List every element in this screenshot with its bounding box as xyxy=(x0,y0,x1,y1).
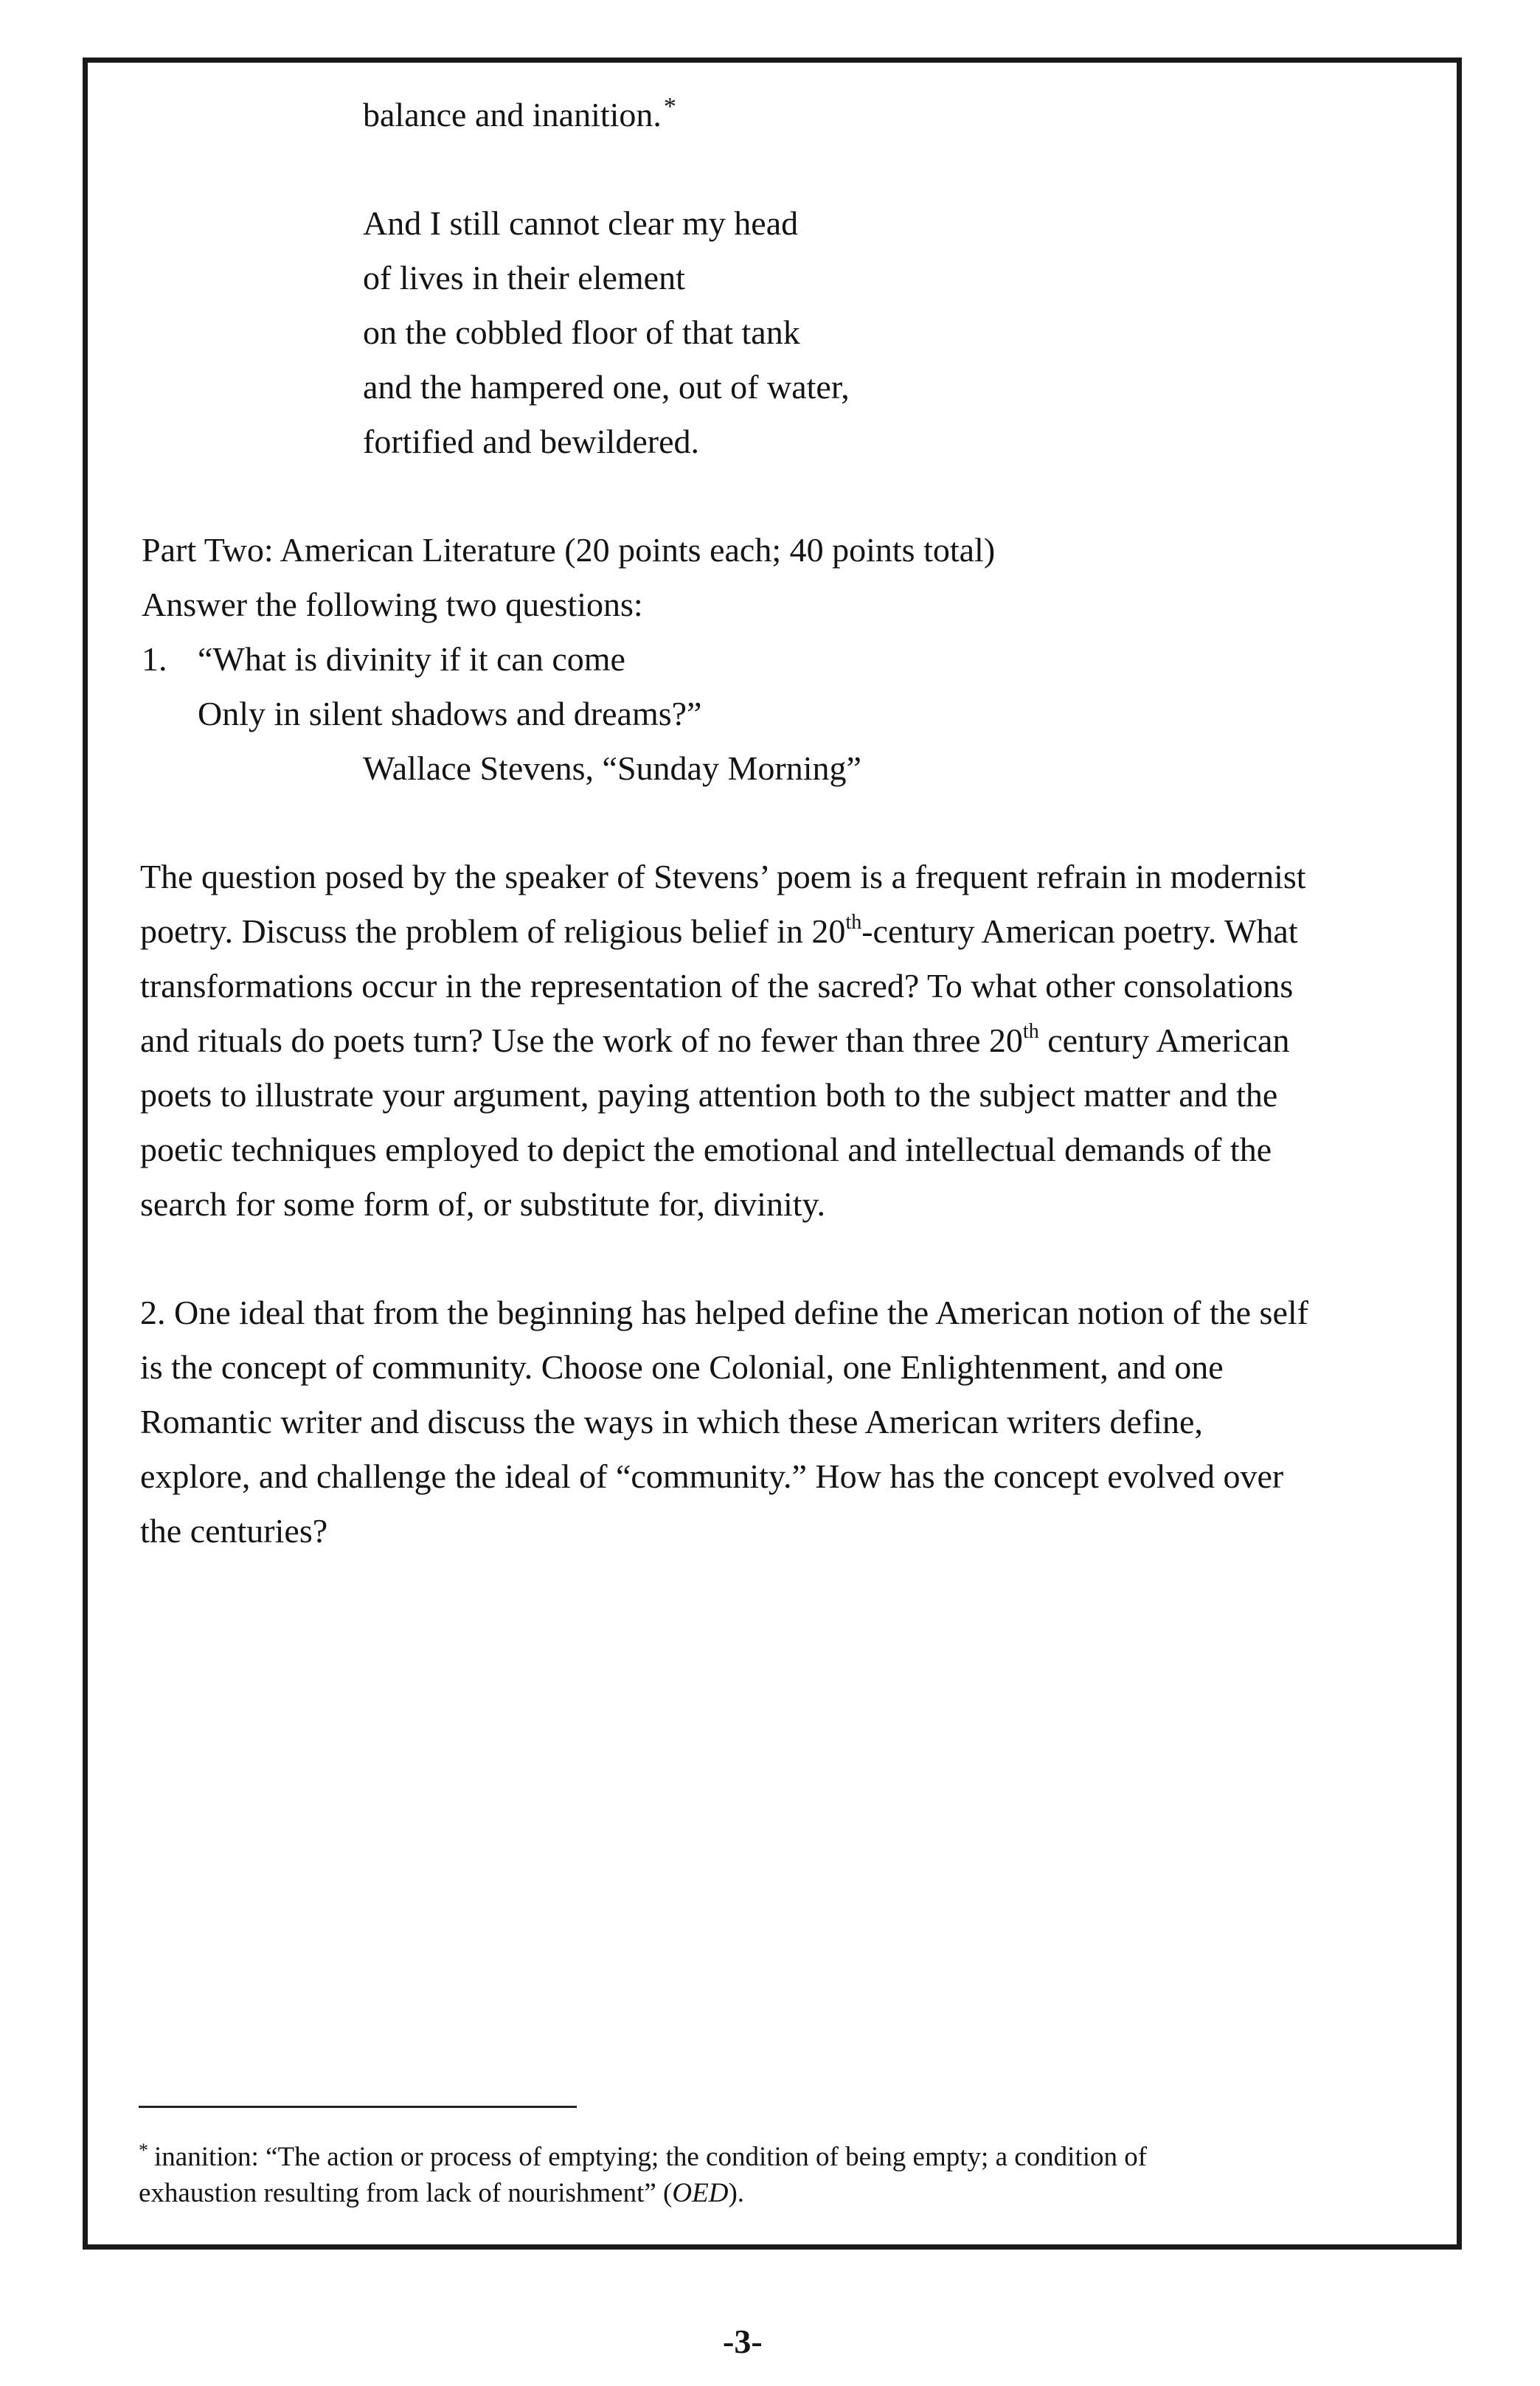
section-heading: Part Two: American Literature (20 points each; 40 points total) xyxy=(142,531,996,569)
question-1-text: poets to illustrate your argument, paying attention both to the subject matter and the xyxy=(140,1076,1278,1114)
question-1-text: poetry. Discuss the problem of religious belief in 20th-century American poetry. What xyxy=(140,910,1298,950)
question-2-text: is the concept of community. Choose one Colonial, one Enlightenment, and one xyxy=(140,1348,1224,1386)
question-1-number: 1. xyxy=(142,640,167,678)
epigraph-line: Only in silent shadows and dreams?” xyxy=(198,695,702,732)
question-2-text: 2. One ideal that from the beginning has helped define the American notion of the self xyxy=(140,1294,1308,1331)
poem-line: balance and inanition.* xyxy=(363,93,676,133)
footnote-marker: * xyxy=(663,93,676,120)
section-instruction: Answer the following two questions: xyxy=(142,586,643,623)
epigraph-line: “What is divinity if it can come xyxy=(198,640,625,678)
question-2-text: the centuries? xyxy=(140,1512,328,1550)
question-1-text: The question posed by the speaker of Stevens’ poem is a frequent refrain in modernist xyxy=(140,858,1306,895)
page-number: -3- xyxy=(723,2323,763,2360)
poem-line: and the hampered one, out of water, xyxy=(363,368,850,406)
footnote-line: exhaustion resulting from lack of nourishment” (OED). xyxy=(139,2178,745,2208)
question-2-text: Romantic writer and discuss the ways in which these American writers define, xyxy=(140,1403,1203,1440)
question-2-text: explore, and challenge the ideal of “community.” How has the concept evolved over xyxy=(140,1457,1284,1495)
poem-line: And I still cannot clear my head xyxy=(363,204,799,242)
footnote-marker: * xyxy=(139,2140,148,2161)
question-1-text: search for some form of, or substitute for, divinity. xyxy=(140,1185,826,1223)
footnote-line: * inanition: “The action or process of emptying; the condition of being empty; a condition of xyxy=(139,2140,1148,2172)
question-1-text: transformations occur in the representation of the sacred? To what other consolations xyxy=(140,967,1294,1005)
footnote-rule xyxy=(139,2106,577,2108)
poem-line: on the cobbled floor of that tank xyxy=(363,313,800,351)
poem-line: fortified and bewildered. xyxy=(363,423,699,460)
question-1-text: and rituals do poets turn? Use the work of no fewer than three 20th century American xyxy=(140,1019,1290,1059)
question-1-text: poetic techniques employed to depict the emotional and intellectual demands of the xyxy=(140,1131,1272,1168)
poem-line: of lives in their element xyxy=(363,259,685,296)
epigraph-attribution: Wallace Stevens, “Sunday Morning” xyxy=(363,749,861,787)
